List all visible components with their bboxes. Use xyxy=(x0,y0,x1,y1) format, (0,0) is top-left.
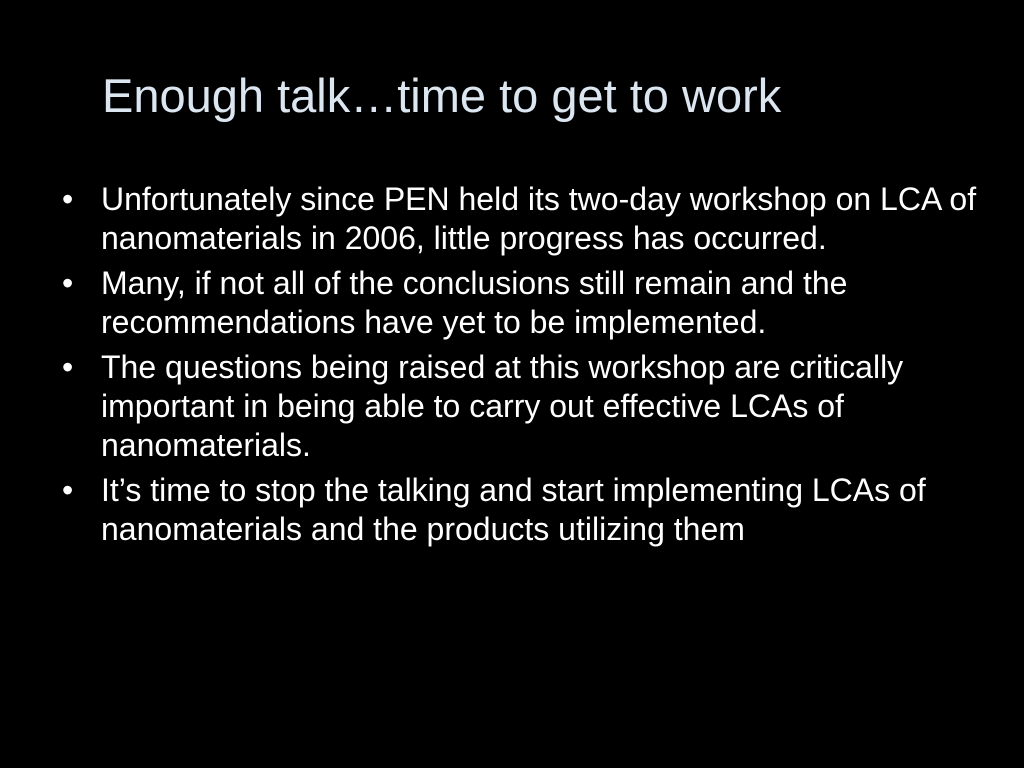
bullet-text: Many, if not all of the conclusions still remain and the recommendations have yet to be implemented. xyxy=(101,265,848,340)
bullet-item xyxy=(56,264,986,342)
bullet-text: Unfortunately since PEN held its two-day workshop on LCA of nanomaterials in 2006, little progress has occurred. xyxy=(101,181,977,256)
bullet-item xyxy=(56,348,986,465)
bullet-text: The questions being raised at this workshop are critically important in being able to carry out effective LCAs of nanomaterials. xyxy=(101,349,904,463)
bullet-item xyxy=(56,471,986,549)
bullet-dot-icon: • xyxy=(62,265,74,301)
bullet-dot-icon: • xyxy=(62,472,74,508)
bullet-item xyxy=(56,180,986,258)
bullet-text: It’s time to stop the talking and start implementing LCAs of nanomaterials and the products utilizing them xyxy=(101,472,926,547)
bullet-list xyxy=(56,180,986,555)
bullet-dot-icon: • xyxy=(62,349,74,385)
slide-title: Enough talk…time to get to work xyxy=(102,69,782,122)
bullet-dot-icon: • xyxy=(62,181,74,217)
